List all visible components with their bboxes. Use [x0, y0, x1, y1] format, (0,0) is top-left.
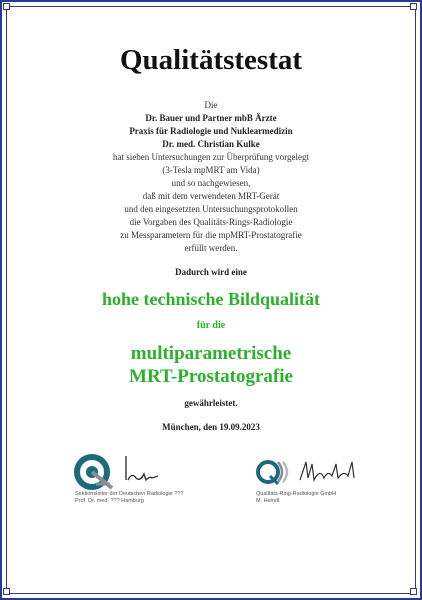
caption-line: Prof. Dr. med. ??? Hamburg	[75, 498, 144, 504]
intro-line: (3-Tesla mpMRT am Vida)	[162, 165, 260, 175]
place-date: München, den 19.09.2023	[162, 422, 260, 432]
intro-line: hat sieben Untersuchungen zur Überprüfung vorgelegt	[112, 152, 310, 162]
signature-right-caption	[256, 491, 336, 505]
intro-line: daß mit dem verwendeten MRT-Gerät	[142, 191, 280, 201]
corner-ornament	[410, 588, 417, 595]
qualitaets-ring-logo	[256, 458, 292, 488]
society-logo	[74, 454, 114, 490]
intro-line: die Vorgaben des Qualitäts-Rings-Radiologie	[129, 217, 293, 227]
intro-line: und den eingesetzten Untersuchungsprotokollen	[124, 204, 298, 214]
signature-left-caption	[75, 491, 184, 505]
intro-line: und so nachgewiesen,	[171, 178, 251, 188]
signature-left	[118, 454, 162, 484]
exam-type-line-1: multiparametrische	[130, 343, 292, 364]
dadurch-line: Dadurch wird eine	[175, 267, 247, 277]
guaranteed-line: gewährleistet.	[184, 398, 238, 408]
physician-name: Dr. med. Christian Kulke	[162, 139, 260, 149]
caption-line: M. Heindl	[256, 498, 280, 504]
intro-line: Die	[204, 100, 218, 110]
intro-line: erfüllt werden.	[184, 243, 238, 253]
quality-statement: hohe technische Bildqualität	[101, 289, 321, 309]
corner-ornament	[410, 3, 417, 10]
corner-ornament	[3, 588, 10, 595]
practice-department: Praxis für Radiologie und Nuklearmedizin	[129, 126, 293, 136]
caption-line: Qualitäts-Ring-Radiologie GmbH	[256, 491, 337, 497]
intro-line: zu Messparametern für die mpMRT-Prostatografie	[120, 230, 302, 240]
certificate-title: Qualitätstestat	[119, 44, 303, 76]
caption-line: Sektionsleiter der Deutschen Radiologie ???	[75, 491, 184, 497]
exam-type-line-2: MRT-Prostatografie	[129, 366, 293, 387]
corner-ornament	[3, 3, 10, 10]
fuer-die-line: für die	[196, 320, 226, 331]
practice-name: Dr. Bauer und Partner mbB Ärzte	[145, 113, 277, 123]
signature-right	[296, 458, 360, 488]
